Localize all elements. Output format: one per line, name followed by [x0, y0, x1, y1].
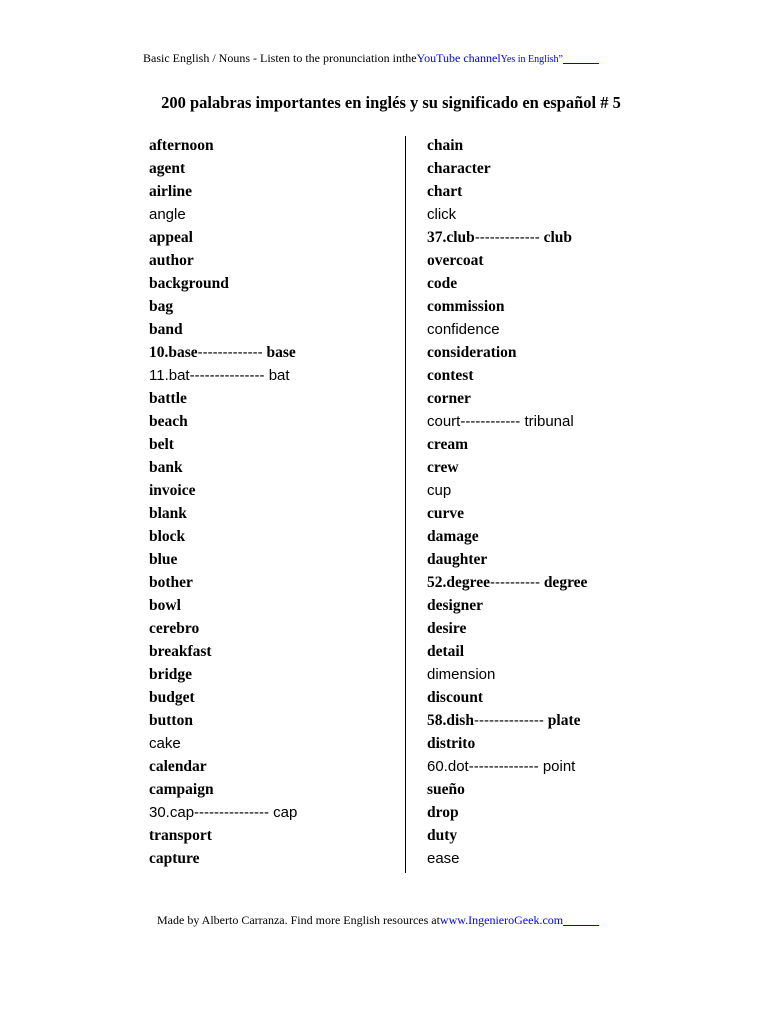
word-text: 60.dot: [427, 758, 469, 775]
word-text: beach: [149, 413, 188, 430]
word-item: [149, 226, 297, 249]
word-text: battle: [149, 390, 187, 407]
word-translation: tribunal: [520, 413, 574, 430]
word-dashes: ---------------: [194, 804, 269, 821]
word-translation: bat: [264, 367, 290, 384]
word-text: consideration: [427, 344, 517, 361]
word-item: [149, 433, 297, 456]
word-item: [427, 226, 587, 249]
word-item: [149, 571, 297, 594]
word-item: [427, 548, 587, 571]
page-title: 200 palabras importantes en inglés y su significado en español # 5: [161, 93, 621, 112]
word-text: afternoon: [149, 137, 214, 154]
word-item: [149, 663, 297, 686]
word-item: [149, 755, 297, 778]
word-text: agent: [149, 160, 186, 177]
word-text: breakfast: [149, 643, 212, 660]
word-item: [149, 134, 297, 157]
word-item: [149, 249, 297, 272]
word-item: [427, 709, 587, 732]
word-translation: club: [539, 229, 573, 246]
word-item: [427, 502, 587, 525]
word-item: [149, 364, 297, 387]
youtube-channel-link[interactable]: YouTube channel: [416, 51, 501, 65]
word-item: [149, 824, 297, 847]
yes-in-english-link[interactable]: Yes in English”: [500, 54, 563, 65]
word-item: [427, 157, 587, 180]
word-item: [427, 249, 587, 272]
word-item: [427, 203, 587, 226]
word-text: detail: [427, 643, 465, 660]
word-item: [427, 272, 587, 295]
word-dashes: ----------: [489, 574, 540, 591]
word-text: angle: [149, 206, 186, 223]
word-text: character: [427, 160, 491, 177]
word-item: [149, 157, 297, 180]
word-text: contest: [427, 367, 474, 384]
word-item: [149, 778, 297, 801]
word-text: chart: [427, 183, 463, 200]
word-text: court: [427, 413, 461, 430]
word-item: [149, 594, 297, 617]
word-translation: point: [538, 758, 576, 775]
word-item: [149, 318, 297, 341]
word-item: [149, 203, 297, 226]
word-text: cake: [149, 735, 181, 752]
word-text: calendar: [149, 758, 207, 775]
word-text: crew: [427, 459, 459, 476]
word-list-left: [149, 134, 297, 870]
word-item: [149, 180, 297, 203]
word-item: [149, 502, 297, 525]
word-item: [427, 640, 587, 663]
word-text: duty: [427, 827, 458, 844]
word-dashes: --------------: [473, 712, 544, 729]
header-text: Basic English / Nouns - Listen to the pronunciation inthe: [143, 51, 417, 65]
word-text: campaign: [149, 781, 214, 798]
word-text: 30.cap: [149, 804, 195, 821]
word-text: discount: [427, 689, 483, 706]
word-text: cream: [427, 436, 469, 453]
word-dashes: --------------: [468, 758, 539, 775]
word-list-right: [427, 134, 587, 870]
word-text: blue: [149, 551, 178, 568]
word-item: [427, 617, 587, 640]
word-dashes: ------------: [460, 413, 521, 430]
word-dashes: ---------------: [189, 367, 265, 384]
word-item: [149, 847, 297, 870]
word-text: block: [149, 528, 186, 545]
word-item: [427, 180, 587, 203]
word-item: [149, 640, 297, 663]
word-item: [427, 686, 587, 709]
word-item: [427, 571, 587, 594]
footer-link-underline[interactable]: [563, 913, 599, 927]
word-item: [427, 433, 587, 456]
word-text: sueño: [427, 781, 465, 798]
word-text: belt: [149, 436, 174, 453]
word-text: blank: [149, 505, 187, 522]
word-item: [427, 824, 587, 847]
word-item: [427, 364, 587, 387]
word-text: cup: [427, 482, 452, 499]
word-item: [427, 732, 587, 755]
word-item: [427, 594, 587, 617]
word-text: button: [149, 712, 193, 729]
word-translation: degree: [539, 574, 588, 591]
word-dashes: -------------: [197, 344, 263, 361]
word-text: band: [149, 321, 183, 338]
word-text: appeal: [149, 229, 193, 246]
word-text: 58.dish: [427, 712, 474, 729]
word-text: author: [149, 252, 194, 269]
word-item: [149, 525, 297, 548]
word-item: [149, 341, 297, 364]
word-translation: cap: [268, 804, 298, 821]
word-item: [427, 778, 587, 801]
word-item: [149, 387, 297, 410]
word-text: code: [427, 275, 458, 292]
word-text: bridge: [149, 666, 193, 683]
word-item: [149, 410, 297, 433]
page-footer: [157, 913, 599, 928]
word-text: 52.degree: [427, 574, 490, 591]
word-item: [427, 387, 587, 410]
word-item: [427, 801, 587, 824]
word-text: dimension: [427, 666, 496, 683]
word-item: [427, 479, 587, 502]
word-translation: plate: [543, 712, 581, 729]
footer-text: Made by Alberto Carranza. Find more English resources at: [157, 913, 440, 927]
word-text: background: [149, 275, 229, 292]
word-item: [149, 617, 297, 640]
word-text: capture: [149, 850, 200, 867]
word-text: distrito: [427, 735, 476, 752]
word-item: [149, 479, 297, 502]
word-text: 37.club: [427, 229, 475, 246]
word-item: [427, 663, 587, 686]
word-text: designer: [427, 597, 483, 614]
word-item: [427, 410, 587, 433]
word-item: [149, 548, 297, 571]
word-item: [149, 686, 297, 709]
word-text: confidence: [427, 321, 500, 338]
word-text: commission: [427, 298, 505, 315]
page-header: [143, 51, 599, 66]
word-text: corner: [427, 390, 471, 407]
word-text: bank: [149, 459, 183, 476]
word-translation: base: [262, 344, 296, 361]
column-divider: [405, 136, 406, 873]
word-text: ease: [427, 850, 460, 867]
word-text: click: [427, 206, 457, 223]
word-text: 11.bat: [149, 367, 190, 384]
word-text: overcoat: [427, 252, 484, 269]
word-text: drop: [427, 804, 459, 821]
word-text: cerebro: [149, 620, 200, 637]
word-text: bother: [149, 574, 193, 591]
word-item: [427, 134, 587, 157]
word-text: desire: [427, 620, 467, 637]
word-text: transport: [149, 827, 212, 844]
word-text: chain: [427, 137, 464, 154]
word-text: 10.base: [149, 344, 198, 361]
word-item: [149, 295, 297, 318]
word-item: [149, 801, 297, 824]
word-item: [427, 755, 587, 778]
word-item: [427, 847, 587, 870]
word-text: invoice: [149, 482, 196, 499]
word-text: damage: [427, 528, 479, 545]
header-link-underline[interactable]: [563, 51, 599, 65]
word-item: [149, 456, 297, 479]
word-item: [427, 525, 587, 548]
word-text: budget: [149, 689, 195, 706]
word-item: [427, 318, 587, 341]
word-text: bowl: [149, 597, 181, 614]
word-item: [427, 456, 587, 479]
word-item: [149, 709, 297, 732]
word-text: bag: [149, 298, 174, 315]
word-text: daughter: [427, 551, 488, 568]
word-item: [427, 341, 587, 364]
word-item: [149, 272, 297, 295]
word-text: airline: [149, 183, 193, 200]
word-item: [149, 732, 297, 755]
ingenierogeek-link[interactable]: www.IngenieroGeek.com: [439, 913, 564, 927]
word-text: curve: [427, 505, 465, 522]
word-dashes: -------------: [474, 229, 540, 246]
word-item: [427, 295, 587, 318]
